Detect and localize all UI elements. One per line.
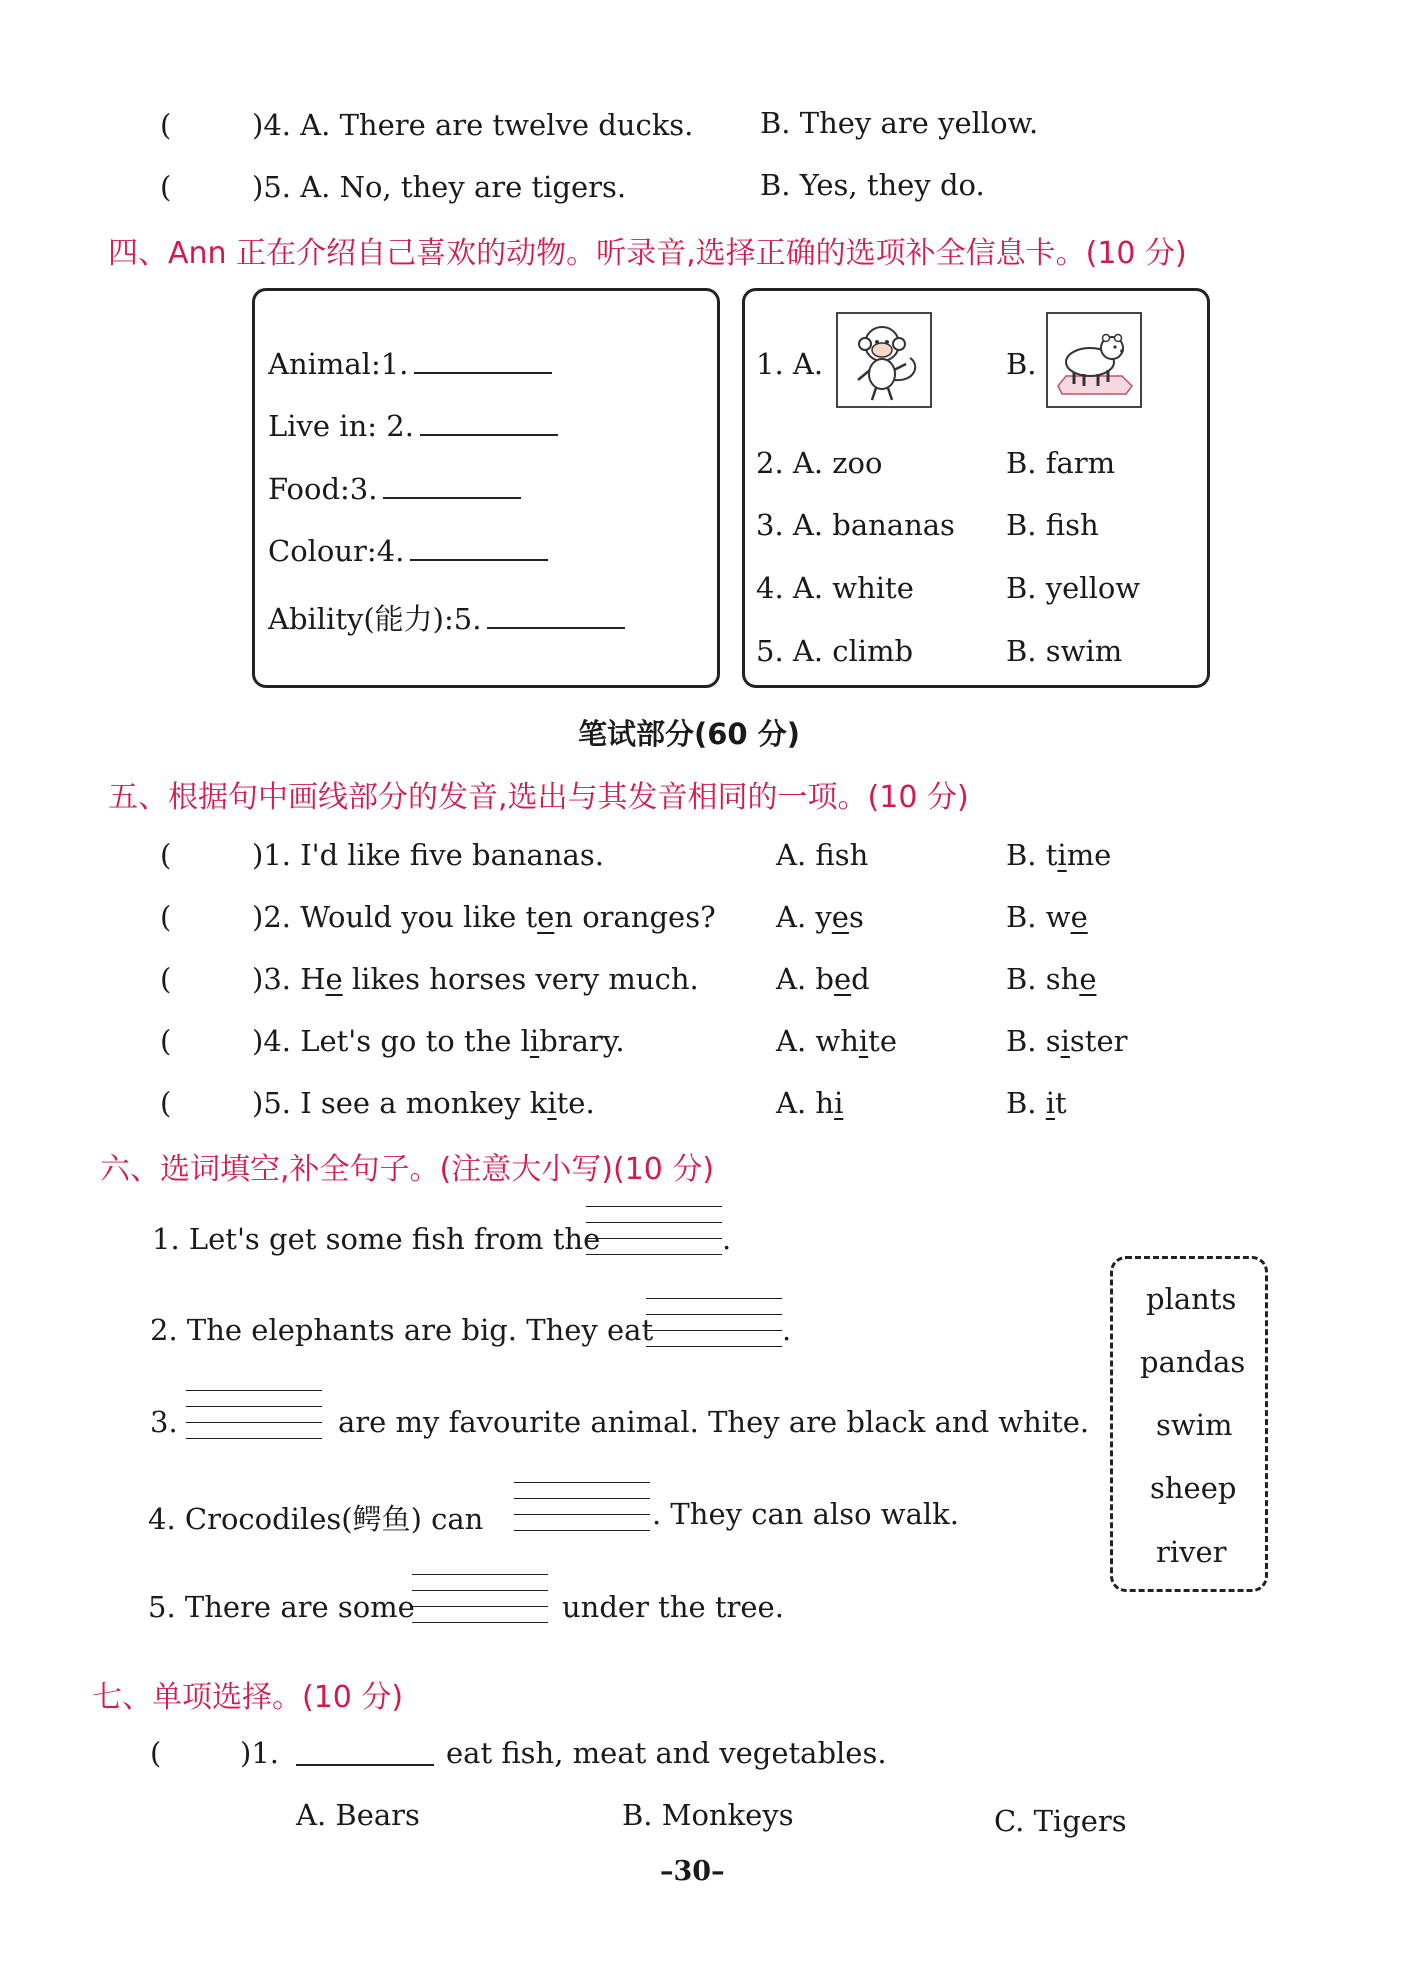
s6-sentence-2-end: . <box>782 1313 792 1347</box>
s5-q2-sentence: )2. Would you like ten oranges? <box>252 900 716 934</box>
s6-sentence-5-end: under the tree. <box>562 1590 784 1624</box>
option-1b-label: B. <box>1006 347 1037 381</box>
q4-option-a: )4. A. There are twelve ducks. <box>252 108 694 142</box>
q5-option-b: B. Yes, they do. <box>760 168 985 202</box>
card-line-food: Food:3. <box>268 472 521 506</box>
s5-q4-option-a: A. white <box>776 1024 897 1058</box>
word-bank-item: river <box>1156 1535 1227 1569</box>
option-4a: 4. A. white <box>756 571 914 605</box>
s5-q4-paren: ( <box>160 1024 172 1058</box>
card-line-colour: Colour:4. <box>268 534 548 568</box>
s7-option-c: C. Tigers <box>994 1804 1127 1838</box>
q4-paren: ( <box>160 108 172 142</box>
s6-sentence-1: 1. Let's get some fish from the <box>152 1222 601 1256</box>
answer-blank[interactable] <box>410 558 548 561</box>
s6-sentence-3: are my favourite animal. They are black and white. <box>338 1405 1090 1439</box>
s5-q3-option-a: A. bed <box>776 962 870 996</box>
option-2a: 2. A. zoo <box>756 446 883 480</box>
s5-q5-sentence: )5. I see a monkey kite. <box>252 1086 595 1120</box>
word-bank-item: sheep <box>1150 1471 1237 1505</box>
four-line-blank-3[interactable] <box>186 1390 322 1438</box>
word-bank-item: pandas <box>1140 1345 1246 1379</box>
section4-title: 四、Ann 正在介绍自己喜欢的动物。听录音,选择正确的选项补全信息卡。(10 分) <box>108 236 1187 271</box>
option-5a: 5. A. climb <box>756 634 914 668</box>
written-part-heading: 笔试部分(60 分) <box>578 717 800 751</box>
word-bank-item: plants <box>1146 1282 1237 1316</box>
card-line-live-in: Live in: 2. <box>268 409 558 443</box>
four-line-blank-1[interactable] <box>586 1206 722 1254</box>
answer-blank[interactable] <box>487 626 625 629</box>
s5-q2-option-a: A. yes <box>776 900 864 934</box>
four-line-blank-2[interactable] <box>646 1298 782 1346</box>
s7-q1-blank[interactable] <box>296 1764 434 1766</box>
s5-q1-option-b: B. time <box>1006 838 1112 872</box>
s5-q3-paren: ( <box>160 962 172 996</box>
option-2b: B. farm <box>1006 446 1116 480</box>
s5-q5-paren: ( <box>160 1086 172 1120</box>
section7-title: 七、单项选择。(10 分) <box>92 1680 404 1715</box>
s5-q2-option-b: B. we <box>1006 900 1088 934</box>
s7-q1-paren: ( <box>150 1736 162 1770</box>
s6-sentence-2: 2. The elephants are big. They eat <box>150 1313 654 1347</box>
s7-q1-num: )1. <box>240 1736 279 1770</box>
s6-sentence-3-num: 3. <box>150 1405 178 1439</box>
s5-q2-paren: ( <box>160 900 172 934</box>
section5-title: 五、根据句中画线部分的发音,选出与其发音相同的一项。(10 分) <box>108 780 969 815</box>
card-line-ability: Ability(能力):5. <box>268 597 625 638</box>
s6-sentence-4-end: . They can also walk. <box>652 1497 959 1531</box>
s5-q1-paren: ( <box>160 838 172 872</box>
word-bank-item: swim <box>1156 1408 1233 1442</box>
answer-blank[interactable] <box>420 433 558 436</box>
polar-bear-picture <box>1046 312 1142 408</box>
s7-option-b: B. Monkeys <box>622 1798 794 1832</box>
option-5b: B. swim <box>1006 634 1123 668</box>
page-number: –30– <box>660 1856 725 1887</box>
s5-q5-option-b: B. it <box>1006 1086 1067 1120</box>
answer-blank[interactable] <box>383 496 521 499</box>
option-1a-label: 1. A. <box>756 347 824 381</box>
card-line-animal: Animal:1. <box>268 347 552 381</box>
q4-option-b: B. They are yellow. <box>760 106 1039 140</box>
s5-q1-sentence: )1. I'd like fve bananas. <box>252 838 604 872</box>
s6-sentence-4: 4. Crocodiles(鳄鱼) can <box>148 1502 484 1536</box>
s5-q3-sentence: )3. He likes horses very much. <box>252 962 699 996</box>
s6-sentence-1-end: . <box>722 1222 732 1256</box>
s5-q4-sentence: )4. Let's go to the library. <box>252 1024 625 1058</box>
four-line-blank-5[interactable] <box>412 1574 548 1622</box>
s6-sentence-5: 5. There are some <box>148 1590 415 1624</box>
s5-q5-option-a: A. hi <box>776 1086 844 1120</box>
s5-q3-option-b: B. she <box>1006 962 1097 996</box>
answer-blank[interactable] <box>414 371 552 374</box>
q5-option-a: )5. A. No, they are tigers. <box>252 170 627 204</box>
monkey-picture <box>836 312 932 408</box>
s5-q4-option-b: B. sister <box>1006 1024 1128 1058</box>
section6-title: 六、选词填空,补全句子。(注意大小写)(10 分) <box>100 1152 715 1187</box>
s5-q1-option-a: A. fsh <box>776 838 869 872</box>
four-line-blank-4[interactable] <box>514 1482 650 1530</box>
option-3a: 3. A. bananas <box>756 508 955 542</box>
q5-paren: ( <box>160 170 172 204</box>
option-4b: B. yellow <box>1006 571 1141 605</box>
option-3b: B. fish <box>1006 508 1099 542</box>
s7-q1-sentence: eat fish, meat and vegetables. <box>446 1736 887 1770</box>
s7-option-a: A. Bears <box>296 1798 420 1832</box>
